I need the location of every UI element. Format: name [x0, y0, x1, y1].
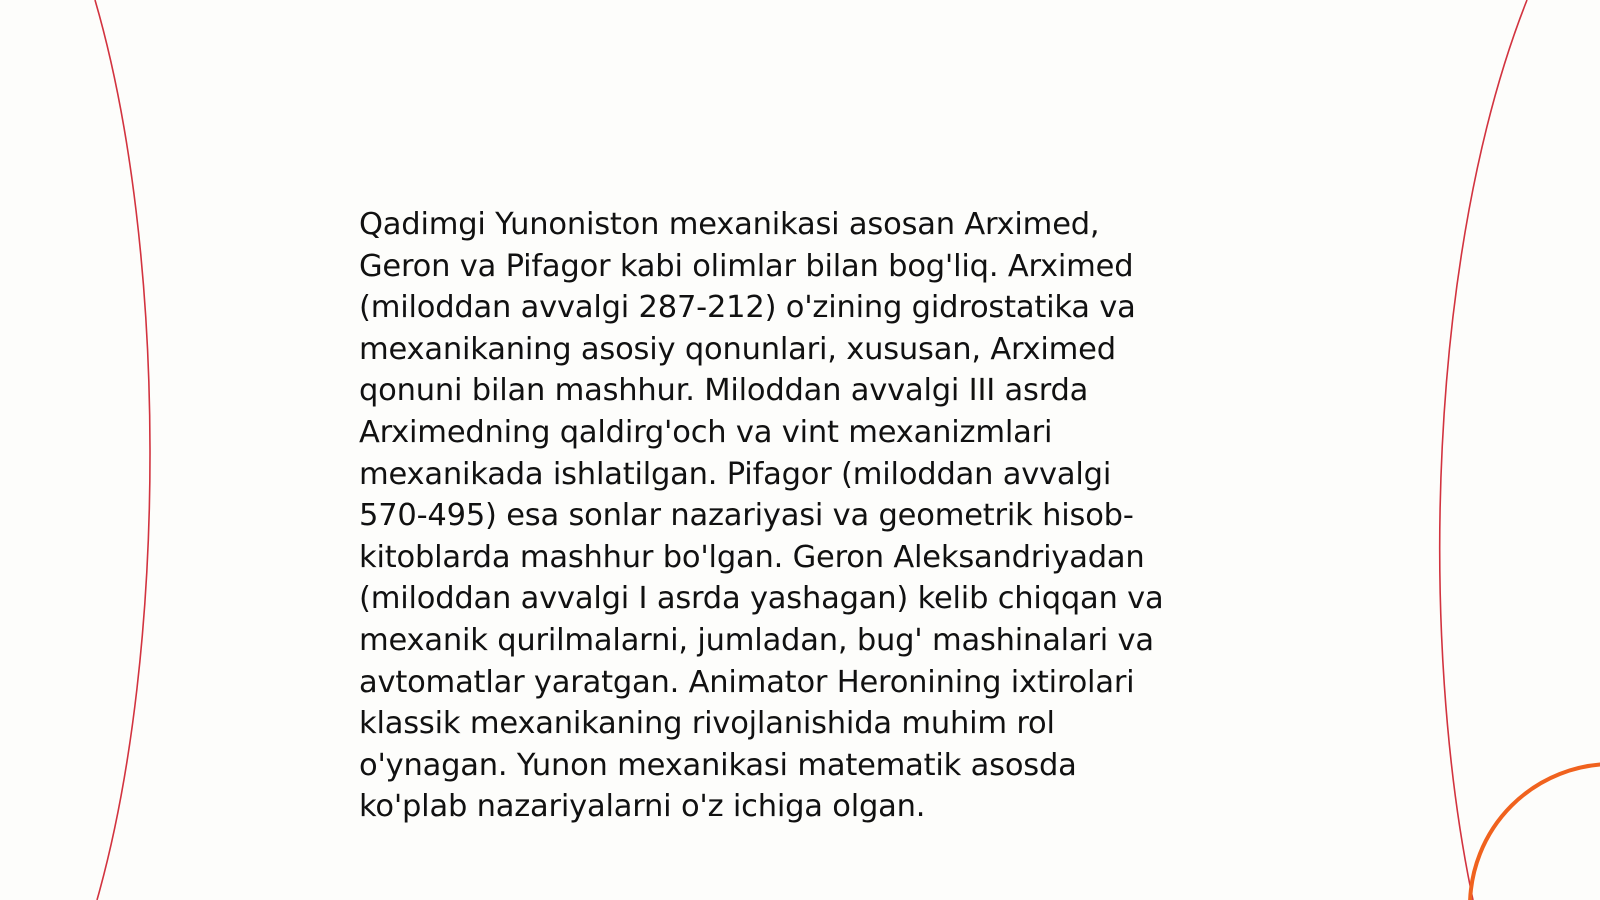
paragraph-line: mexanikada ishlatilgan. Pifagor (miloddan avvalgi — [359, 456, 1112, 492]
paragraph-line: avtomatlar yaratgan. Animator Heronining ixtirolari — [359, 664, 1135, 700]
paragraph-line: Arximedning qaldirg'och va vint mexanizmlari — [359, 414, 1053, 450]
paragraph-line: mexanikaning asosiy qonunlari, xususan, Arximed — [359, 331, 1116, 367]
body-paragraph — [359, 204, 1239, 828]
orange-decorative-circle — [1470, 764, 1600, 900]
paragraph-line: 570-495) esa sonlar nazariyasi va geometrik hisob- — [359, 498, 1134, 534]
paragraph-line: o'ynagan. Yunon mexanikasi matematik asosda — [359, 747, 1077, 783]
paragraph-line: qonuni bilan mashhur. Miloddan avvalgi III asrda — [359, 373, 1089, 409]
right-decorative-arc — [1440, 0, 1527, 900]
paragraph-line: (miloddan avvalgi 287-212) o'zining gidrostatika va — [359, 290, 1136, 326]
paragraph-line: kitoblarda mashhur bo'lgan. Geron Aleksandriyadan — [359, 539, 1145, 575]
paragraph-line: Qadimgi Yunoniston mexanikasi asosan Arximed, — [359, 207, 1100, 242]
paragraph-line: ko'plab nazariyalarni o'z ichiga olgan. — [359, 789, 926, 825]
left-decorative-arc — [95, 0, 150, 900]
paragraph-line: Geron va Pifagor kabi olimlar bilan bog'liq. Arximed — [359, 248, 1134, 284]
paragraph-line: mexanik qurilmalarni, jumladan, bug' mashinalari va — [359, 622, 1154, 658]
paragraph-line: (miloddan avvalgi I asrda yashagan) kelib chiqqan va — [359, 581, 1164, 617]
paragraph-line: klassik mexanikaning rivojlanishida muhim rol — [359, 706, 1055, 742]
